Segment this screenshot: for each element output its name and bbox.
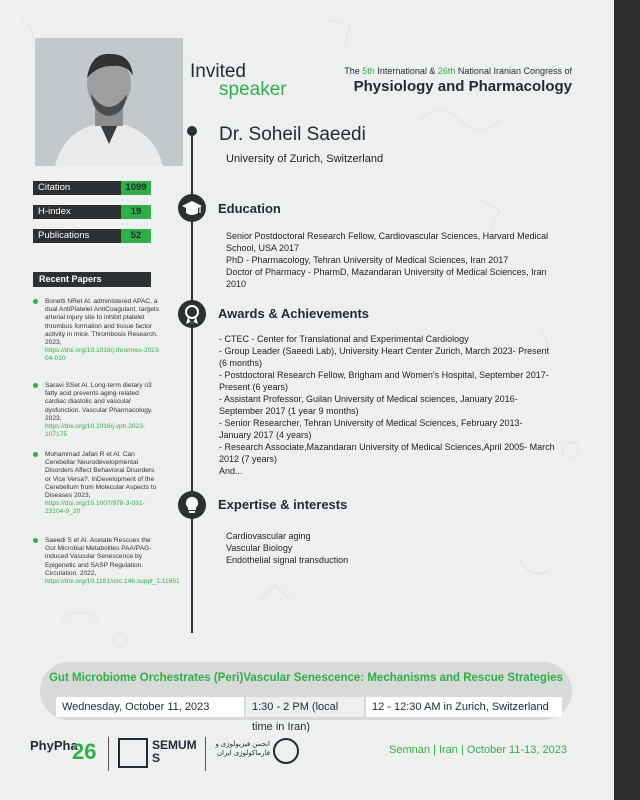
paper-text: Mohammad Jafari R et Al. Can Cerebellar Neurodevelopmental Disorders Affect Behavioral Disorders or Vice Versa?. InDevelopment of the Cerebellum from Molecular Aspects to Diseases 2023, — [45, 451, 157, 500]
speaker-photo — [35, 38, 183, 166]
expertise-line: Endothelial signal transduction — [226, 555, 349, 565]
portrait-illustration — [35, 38, 183, 166]
speaker-name: Dr. Soheil Saeedi — [219, 124, 366, 145]
congress-title: Physiology and Pharmacology — [353, 78, 572, 95]
stat-citation — [33, 181, 151, 195]
education-title: Education — [218, 201, 281, 216]
phypha-logo: PhyPha 26 — [30, 738, 97, 764]
education-line: 2010 — [226, 279, 247, 289]
bullet-icon — [33, 538, 38, 543]
award-ribbon-icon — [178, 300, 206, 328]
list-item — [33, 451, 161, 517]
paper-doi-link[interactable]: https://doi.org/10.1007/978-3-031-23104-9_20 — [45, 500, 145, 516]
graduation-cap-icon — [178, 194, 206, 222]
expertise-line: Vascular Biology — [226, 543, 293, 553]
invited-label: Invited — [190, 61, 246, 82]
awards-line: - Senior Researcher, Tehran University of Medical Sciences, February 2013- — [219, 418, 523, 428]
awards-line: - CTEC - Center for Translational and Experimental Cardiology — [219, 334, 469, 344]
divider — [205, 737, 206, 771]
awards-line: - Group Leader (Saeedi Lab), University Heart Center Zurich, March 2023- Present — [219, 346, 550, 356]
awards-list — [219, 333, 599, 477]
awards-line: And... — [219, 466, 243, 476]
awards-line: 2012 (7 years) — [219, 454, 278, 464]
stat-value: 19 — [121, 205, 151, 219]
semums-logo-text: SEMUMS — [152, 738, 197, 765]
awards-line: - Postdoctoral Research Fellow, Brigham and Women's Hospital, September 2017- — [219, 370, 549, 380]
paper-doi-link[interactable]: https://doi.org/10.1016/j.thromres-2023-04-010 — [45, 347, 161, 363]
society-emblem-icon — [273, 738, 299, 764]
stat-publications — [33, 229, 151, 243]
talk-title: Gut Microbiome Orchestrates (Peri)Vascular Senescence: Mechanisms and Rescue Strategies — [49, 672, 563, 684]
bullet-icon — [33, 383, 38, 388]
paper-doi-link[interactable]: https://doi.org/10.1016/j.vph.2023-107175 — [45, 423, 146, 439]
awards-line: - Assistant Professor, Guilan University of Medical sciences, January 2016- — [219, 394, 518, 404]
education-line: PhD - Pharmacology, Tehran University of Medical Sciences, Iran 2017 — [226, 255, 509, 265]
paper-text: Saeedi S et Al. Acetate Rescues the Gut Microbial Metabolites PAA/PAG-induced Vascular Senescence by Epigenetic and SASP Regulation. Circulation. 2022, — [45, 537, 152, 577]
stat-value: 52 — [121, 229, 151, 243]
speaker-label: speaker — [219, 79, 287, 100]
recent-papers-heading: Recent Papers — [33, 272, 151, 287]
congress-subtitle: The 5th International & 26th National Iranian Congress of — [344, 66, 572, 76]
stat-value: 1099 — [121, 181, 151, 195]
bullet-icon — [33, 452, 38, 457]
society-logo-text: انجمن فیزیولوژی و فارماکولوژی ایران — [215, 741, 270, 757]
expertise-title: Expertise & interests — [218, 497, 348, 512]
paper-doi-link[interactable]: https://doi.org/10.1161/circ.146.suppl_1.11851 — [45, 578, 180, 586]
event-location: Semnan | Iran | October 11-13, 2023 — [389, 744, 567, 756]
awards-title: Awards & Achievements — [218, 306, 370, 321]
talk-time-zurich: 12 - 12:30 AM in Zurich, Switzerland — [366, 697, 562, 717]
bullet-icon — [33, 299, 38, 304]
divider — [108, 737, 109, 771]
expertise-line: Cardiovascular aging — [226, 531, 311, 541]
talk-date: Wednesday, October 11, 2023 — [56, 697, 244, 717]
semums-emblem-icon — [118, 738, 148, 768]
talk-time-iran: 1:30 - 2 PM (local time in Iran) — [246, 697, 364, 717]
list-item — [33, 298, 161, 364]
timeline-dot — [187, 126, 197, 136]
awards-line: Present (6 years) — [219, 382, 289, 392]
education-line: Senior Postdoctoral Research Fellow, Cardiovascular Sciences, Harvard Medical — [226, 231, 549, 241]
expertise-list — [226, 530, 526, 566]
education-line: Doctor of Pharmacy - PharmD, Mazandaran University of Medical Sciences, Iran — [226, 267, 547, 277]
stat-label: Citation — [33, 181, 121, 195]
paper-text: Bonetti NRet Al. administered APAC, a dual AntiPlatelet AntiCoagulant, targets arterial injury site to inhibit platelet thrombus formation and tissue factor activity in mice. Thrombosis Research. 2023, — [45, 298, 160, 347]
lightbulb-icon — [178, 491, 206, 519]
list-item — [33, 537, 180, 586]
stat-h-index — [33, 205, 151, 219]
awards-line: (6 months) — [219, 358, 263, 368]
paper-text: Saravi SSet Al. Long-term dietary n3 fatty acid prevents aging-related cardiac diastolic and vascular dysfunction. Vascular Pharmacology. 2023, — [45, 382, 153, 422]
list-item — [33, 382, 161, 439]
education-line: School, USA 2017 — [226, 243, 300, 253]
education-list — [226, 230, 606, 290]
right-dark-strip — [614, 0, 640, 800]
speaker-affiliation: University of Zurich, Switzerland — [226, 153, 384, 165]
awards-line: September 2017 (1 year 9 months) — [219, 406, 359, 416]
awards-line: - Research Associate,Mazandaran University of Medical Sciences,April 2005- March — [219, 442, 555, 452]
awards-line: January 2017 (4 years) — [219, 430, 312, 440]
stat-label: H-index — [33, 205, 121, 219]
stat-label: Publications — [33, 229, 121, 243]
